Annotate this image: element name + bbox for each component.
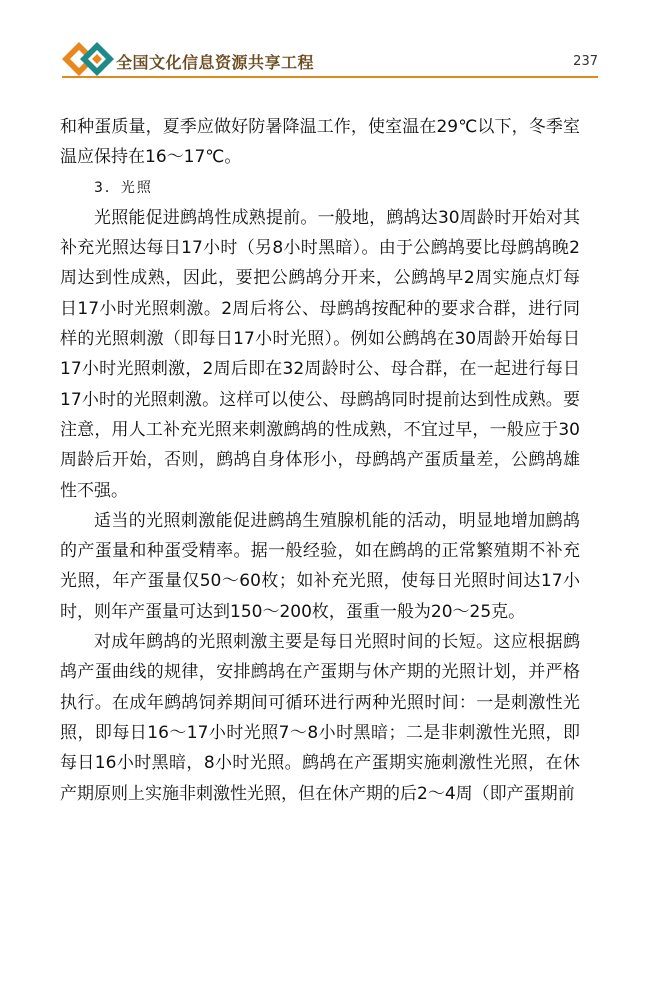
header-rule (62, 76, 598, 78)
paragraph-continued: 和种蛋质量，夏季应做好防暑降温工作，使室温在29℃以下，冬季室温应保持在16～17℃。 (60, 117, 580, 168)
section-heading: 3．光照 (94, 179, 153, 196)
paragraph: 对成年鹧鸪的光照刺激主要是每日光照时间的长短。这应根据鹧鸪产蛋曲线的规律，安排鹧鸪在产蛋期与休产期的光照计划，并严格执行。在成年鹧鸪饲养期间可循环进行两种光照时间：一是刺激性光照，即每日16～17小时光照7～8小时黑暗；二是非刺激性光照，即每日16小时黑暗，8小时光照。鹧鸪在产蛋期实施刺激性光照，在休产期原则上实施非刺激性光照，但在休产期的后2～4周（即产蛋期前 (60, 632, 580, 804)
page-header (62, 38, 598, 78)
page-body (60, 112, 580, 809)
paragraph: 光照能促进鹧鸪性成熟提前。一般地，鹧鸪达30周龄时开始对其补充光照达每日17小时（另8小时黑暗）。由于公鹧鸪要比母鹧鸪晚2周达到性成熟，因此，要把公鹧鸪分开来，公鹧鸪早2周实施点灯每日17小时光照刺激。2周后将公、母鹧鸪按配种的要求合群，进行同样的光照刺激（即每日17小时光照）。例如公鹧鸪在30周龄开始每日17小时光照刺激，2周后即在32周龄时公、母合群，在一起进行每日17小时的光照刺激。这样可以使公、母鹧鸪同时提前达到性成熟。要注意，用人工补充光照来刺激鹧鸪的性成熟，不宜过早，一般应于30周龄后开始，否则，鹧鸪自身体形小，母鹧鸪产蛋质量差，公鹧鸪雄性不强。 (60, 207, 580, 501)
header-title: 全国文化信息资源共享工程 (116, 53, 315, 72)
paragraph: 适当的光照刺激能促进鹧鸪生殖腺机能的活动，明显地增加鹧鸪的产蛋量和种蛋受精率。据一般经验，如在鹧鸪的正常繁殖期不补充光照，年产蛋量仅50～60枚；如补充光照，使每日光照时间达17小时，则年产蛋量可达到150～200枚，蛋重一般为20～25克。 (60, 510, 580, 622)
page-number: 237 (573, 54, 598, 69)
logo-icon (62, 42, 114, 76)
